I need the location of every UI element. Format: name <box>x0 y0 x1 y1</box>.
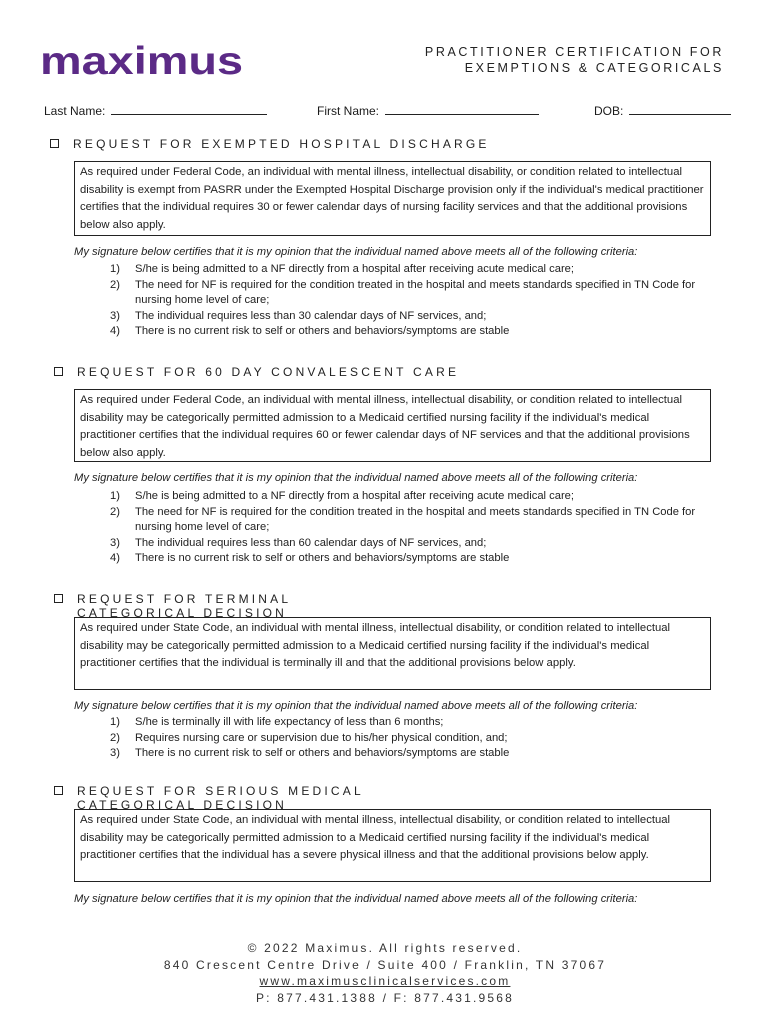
section-60-day-convalescent-care <box>54 365 517 379</box>
last-name-blank[interactable] <box>111 102 267 115</box>
criteria-item: 3) The individual requires less than 30 calendar days of NF services, and; <box>110 309 487 322</box>
criteria-item: 2) Requires nursing care or supervision due to his/her physical condition, and; <box>110 731 508 744</box>
footer-phone-fax: P: 877.431.1388 / F: 877.431.9568 <box>255 990 515 1005</box>
serious-medical-checkbox[interactable] <box>54 786 63 795</box>
criteria-item: 2) The need for NF is required for the condition treated in the hospital and meets standards specified in TN Code for nursing home level of care; <box>110 505 696 534</box>
last-name-label: Last Name: <box>44 104 106 118</box>
section-description-box: As required under Federal Code, an individual with mental illness, intellectual disability, or condition related to intellectual disability may be categorically permitted admission to a Medicaid certified nursing facility if the individual's medical practitioner certifies that the individual requires 60 or fewer calendar days of NF services and that the additional provisions below also apply. <box>74 389 711 462</box>
dob-label: DOB: <box>594 104 624 118</box>
certification-statement: My signature below certifies that it is my opinion that the individual named above meets all of the following criteria: <box>74 246 638 258</box>
dob-field[interactable] <box>594 102 731 118</box>
criteria-item: 1) S/he is terminally ill with life expectancy of less than 6 months; <box>110 716 444 728</box>
criteria-item: 3) There is no current risk to self or others and behaviors/symptoms are stable <box>110 747 510 760</box>
dob-blank[interactable] <box>629 102 731 115</box>
page-footer <box>0 940 770 1006</box>
criteria-item: 4) There is no current risk to self or others and behaviors/symptoms are stable <box>110 325 510 338</box>
maximus-logo <box>40 38 245 84</box>
convalescent-care-checkbox[interactable] <box>54 367 63 376</box>
document-title <box>425 44 724 76</box>
footer-website-link[interactable]: www.maximusclinicalservices.com <box>259 974 511 988</box>
certification-statement: My signature below certifies that it is my opinion that the individual named above meets all of the following criteria: <box>74 472 638 484</box>
section-exempted-hospital-discharge <box>50 137 513 151</box>
first-name-field[interactable] <box>317 102 539 118</box>
document-title-line2: EXEMPTIONS & CATEGORICALS <box>464 61 724 75</box>
patient-info-row <box>44 102 734 122</box>
section-heading: REQUEST FOR SERIOUS MEDICAL CATEGORICAL DECISION <box>77 784 364 812</box>
exempted-discharge-checkbox[interactable] <box>50 139 59 148</box>
logo-text: maximus <box>40 40 243 83</box>
section-serious-medical-categorical-decision <box>54 784 477 812</box>
criteria-item: 3) The individual requires less than 60 calendar days of NF services, and; <box>110 536 487 549</box>
terminal-decision-checkbox[interactable] <box>54 594 63 603</box>
section-description-box: As required under State Code, an individual with mental illness, intellectual disability, or condition related to intellectual disability may be categorically permitted admission to a Medicaid certified nursing facility if the individual's medical practitioner certifies that the individual is terminally ill and that the additional provisions below apply. <box>74 617 711 690</box>
first-name-blank[interactable] <box>385 102 539 115</box>
section-description-box: As required under State Code, an individual with mental illness, intellectual disability, or condition related to intellectual disability may be categorically permitted admission to a Medicaid certified nursing facility if the individual's medical practitioner certifies that the individual has a severe physical illness and that the additional provisions below apply. <box>74 809 711 882</box>
document-title-line1: PRACTITIONER CERTIFICATION FOR <box>424 45 724 59</box>
criteria-list <box>110 489 710 567</box>
section-description-box: As required under Federal Code, an individual with mental illness, intellectual disability, or condition related to intellectual disability is exempt from PASRR under the Exempted Hospital Discharge provision only if the individual's medical practitioner certifies that the individual requires 30 or fewer calendar days of nursing facility services and that the additional provisions below also apply. <box>74 161 711 236</box>
footer-copyright: © 2022 Maximus. All rights reserved. <box>247 941 523 955</box>
section-heading: REQUEST FOR EXEMPTED HOSPITAL DISCHARGE <box>73 137 490 151</box>
criteria-list <box>110 715 710 762</box>
last-name-field[interactable] <box>44 102 267 118</box>
certification-statement: My signature below certifies that it is my opinion that the individual named above meets all of the following criteria: <box>74 893 638 905</box>
first-name-label: First Name: <box>317 104 380 118</box>
criteria-item: 4) There is no current risk to self or others and behaviors/symptoms are stable <box>110 552 510 565</box>
criteria-list <box>110 262 710 340</box>
footer-address: 840 Crescent Centre Drive / Suite 400 / Franklin, TN 37067 <box>163 957 607 972</box>
section-heading: REQUEST FOR 60 DAY CONVALESCENT CARE <box>77 365 460 379</box>
certification-statement: My signature below certifies that it is my opinion that the individual named above meets all of the following criteria: <box>74 700 638 712</box>
criteria-item: 2) The need for NF is required for the condition treated in the hospital and meets standards specified in TN Code for nursing home level of care; <box>110 278 696 307</box>
section-heading: REQUEST FOR TERMINAL CATEGORICAL DECISION <box>77 592 291 620</box>
criteria-item: 1) S/he is being admitted to a NF directly from a hospital after receiving acute medical care; <box>110 263 575 275</box>
section-terminal-categorical-decision <box>54 592 417 620</box>
criteria-item: 1) S/he is being admitted to a NF directly from a hospital after receiving acute medical care; <box>110 490 575 502</box>
